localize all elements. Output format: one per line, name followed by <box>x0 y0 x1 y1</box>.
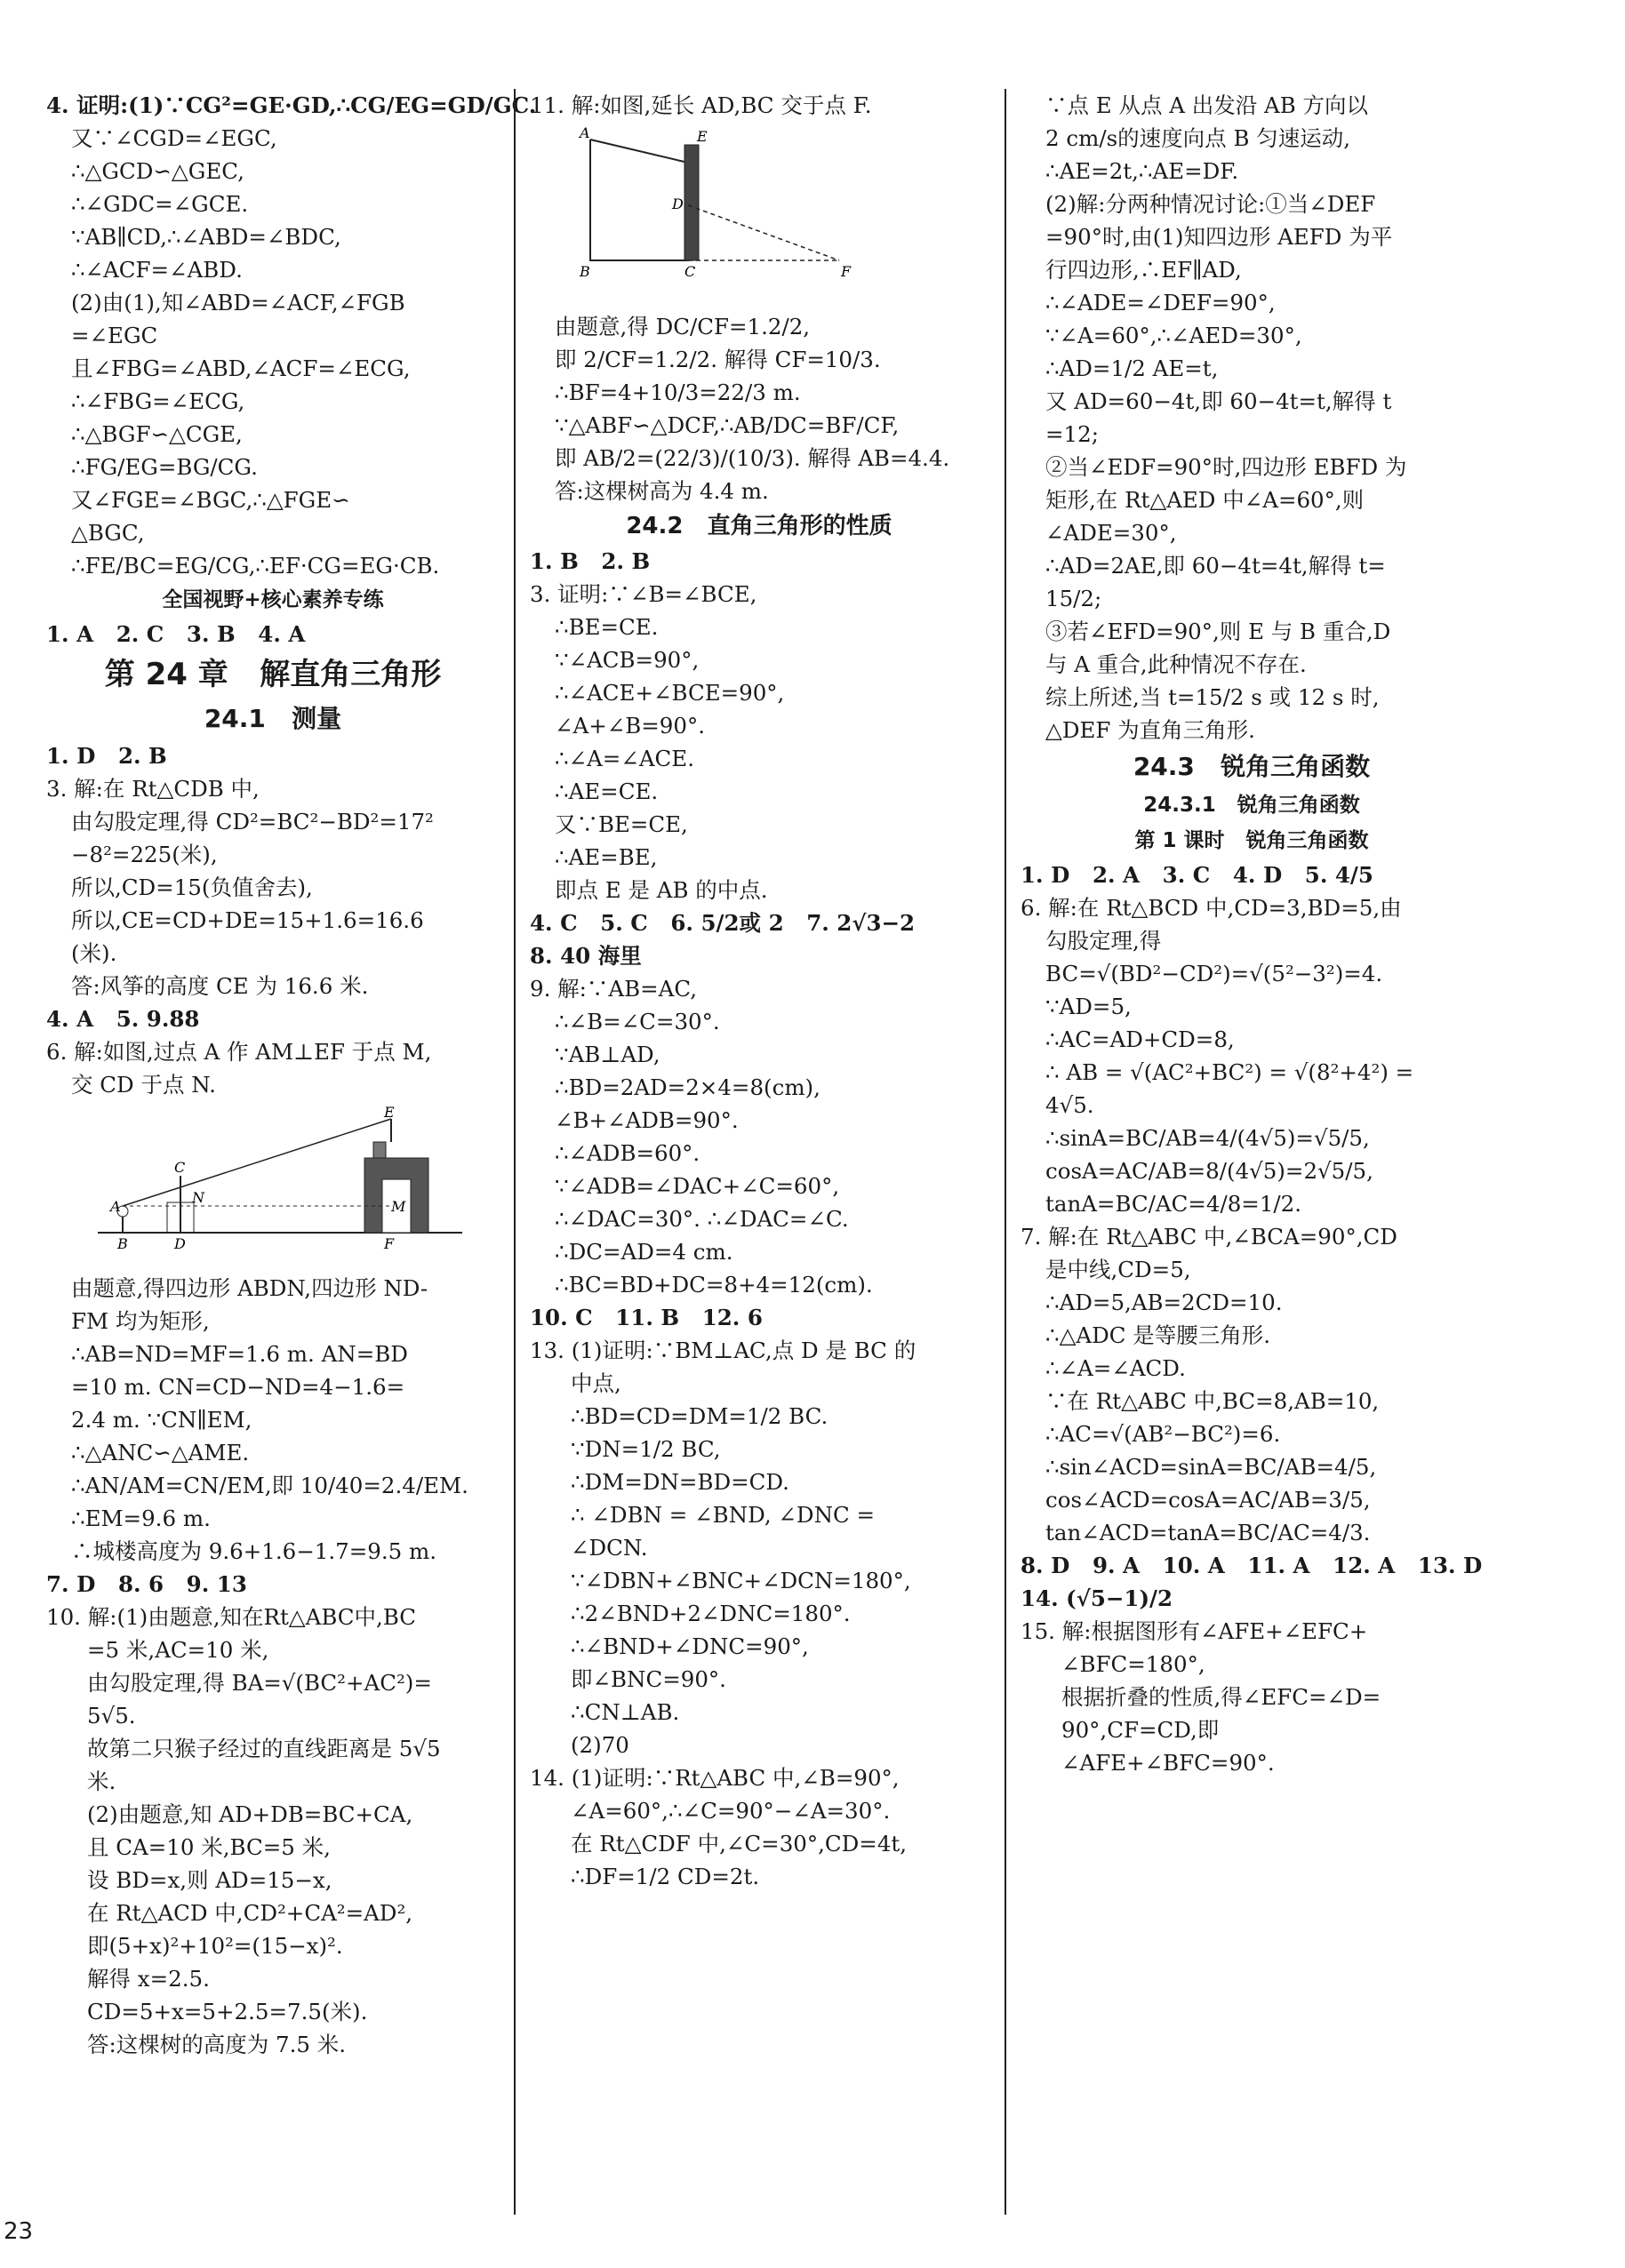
answer-line: 90°,CF=CD,即 <box>1061 1717 1220 1743</box>
answer-line: ∴∠A=∠ACE. <box>555 746 694 771</box>
answer-line: 14. (1)证明:∵Rt△ABC 中,∠B=90°, <box>530 1765 900 1791</box>
answer-line: 1. B 2. B <box>530 548 651 574</box>
answer-line: ∴∠BND+∠DNC=90°, <box>571 1633 809 1659</box>
answer-line: 3. 解:在 Rt△CDB 中, <box>46 776 260 802</box>
answer-line: ∵∠A=60°,∴∠AED=30°, <box>1045 323 1302 348</box>
answer-line: ∴AC=√(AB²−BC²)=6. <box>1045 1421 1281 1447</box>
answer-line: 即 2/CF=1.2/2. 解得 CF=10/3. <box>555 347 881 372</box>
answer-line: ∵点 E 从点 A 出发沿 AB 方向以 <box>1045 92 1369 118</box>
answer-line: ∵AB⊥AD, <box>555 1042 660 1067</box>
answer-line: ∠BFC=180°, <box>1061 1651 1205 1677</box>
answer-line: ∴AE=2t,∴AE=DF. <box>1045 158 1239 184</box>
answer-line: ∴AD=2AE,即 60−4t=4t,解得 t= <box>1045 553 1386 579</box>
figure-label-e: E <box>384 1106 395 1121</box>
answer-line: tanA=BC/AC=4/8=1/2. <box>1045 1191 1302 1217</box>
answer-line: 由勾股定理,得 BA=√(BC²+AC²)= <box>87 1670 432 1696</box>
answer-line: 5√5. <box>87 1703 136 1729</box>
answer-line: (2)由(1),知∠ABD=∠ACF,∠FGB <box>71 290 405 315</box>
answer-line: 15. 解:根据图形有∠AFE+∠EFC+ <box>1021 1618 1368 1644</box>
answer-line: 设 BD=x,则 AD=15−x, <box>87 1867 332 1893</box>
answer-line: 矩形,在 Rt△AED 中∠A=60°,则 <box>1045 487 1365 513</box>
answer-line: ∠B+∠ADB=90°. <box>555 1107 739 1133</box>
answer-line: 11. 解:如图,延长 AD,BC 交于点 F. <box>530 92 872 118</box>
answer-line: =10 m. CN=CD−ND=4−1.6= <box>71 1374 405 1400</box>
answer-line: 在 Rt△CDF 中,∠C=30°,CD=4t, <box>571 1831 908 1857</box>
answer-line: ∴BF=4+10/3=22/3 m. <box>555 379 801 405</box>
column-middle <box>530 89 989 2232</box>
answer-line: 9. 解:∵AB=AC, <box>530 976 697 1002</box>
answer-line: ∴△ANC∽△AME. <box>71 1440 250 1465</box>
figure-label-f: F <box>384 1235 395 1252</box>
answer-line: ∴△BGF∽△CGE, <box>71 421 243 447</box>
figure-label-m: M <box>391 1198 406 1215</box>
answer-line: ∴∠ADE=∠DEF=90°, <box>1045 290 1276 315</box>
answer-line: 即 AB/2=(22/3)/(10/3). 解得 AB=4.4. <box>555 445 950 471</box>
answer-line: ∴AE=BE, <box>555 844 658 870</box>
answer-line: ∴∠DAC=30°. ∴∠DAC=∠C. <box>555 1206 849 1232</box>
answer-line: 答:风筝的高度 CE 为 16.6 米. <box>71 973 369 999</box>
answer-line: 1. D 2. A 3. C 4. D 5. 4/5 <box>1021 862 1373 888</box>
answer-line: 8. 40 海里 <box>530 943 642 969</box>
answer-line: ∴EM=9.6 m. <box>71 1505 211 1531</box>
answer-line: ∴AD=5,AB=2CD=10. <box>1045 1290 1283 1315</box>
answer-line: ∴∠GDC=∠GCE. <box>71 191 249 217</box>
answer-line: ∠AFE+∠BFC=90°. <box>1061 1750 1275 1776</box>
answer-line: ∵∠ACB=90°, <box>555 647 700 673</box>
answer-line: ∴sinA=BC/AB=4/(4√5)=√5/5, <box>1045 1125 1370 1151</box>
answer-line: ∴城楼高度为 9.6+1.6−1.7=9.5 m. <box>71 1538 437 1564</box>
answer-line: ∠A=60°,∴∠C=90°−∠A=30°. <box>571 1798 891 1824</box>
answer-line: ∵AB∥CD,∴∠ABD=∠BDC, <box>71 224 341 250</box>
answer-line: =∠EGC <box>71 323 158 348</box>
answer-line: ∴△ADC 是等腰三角形. <box>1045 1322 1271 1348</box>
answer-line: =5 米,AC=10 米, <box>87 1637 269 1663</box>
answer-line: 交 CD 于点 N. <box>71 1072 216 1098</box>
answer-line: 8. D 9. A 10. A 11. A 12. A 13. D <box>1021 1553 1483 1578</box>
section-heading: 24.1 测量 <box>204 704 342 733</box>
answer-line: ∴FG/EG=BG/CG. <box>71 454 258 480</box>
answer-line: ∴AD=1/2 AE=t, <box>1045 355 1219 381</box>
answer-line: 即∠BNC=90°. <box>571 1666 726 1692</box>
answer-line: (米). <box>71 940 117 966</box>
answer-line: ∴BC=BD+DC=8+4=12(cm). <box>555 1272 873 1298</box>
figure-label-e: E <box>697 128 708 145</box>
answer-line: △DEF 为直角三角形. <box>1045 717 1255 743</box>
answer-line: ∴AB=ND=MF=1.6 m. AN=BD <box>71 1341 408 1367</box>
figure-label-b: B <box>580 263 590 280</box>
answer-line: 解得 x=2.5. <box>87 1966 210 1992</box>
answer-line: CD=5+x=5+2.5=7.5(米). <box>87 1999 368 2024</box>
answer-line: tan∠ACD=tanA=BC/AC=4/3. <box>1045 1520 1371 1545</box>
answer-line: 4√5. <box>1045 1092 1094 1118</box>
answer-line: 1. D 2. B <box>46 743 167 769</box>
answer-line: 行四边形,∴EF∥AD, <box>1045 257 1242 283</box>
figure-label-c: C <box>684 263 696 280</box>
answer-line: 综上所述,当 t=15/2 s 或 12 s 时, <box>1045 684 1380 710</box>
section-heading: 第 24 章 解直角三角形 <box>104 657 442 692</box>
section-heading: 全国视野+核心素养专练 <box>162 588 384 611</box>
answer-line: ∴2∠BND+2∠DNC=180°. <box>571 1601 851 1626</box>
answer-line: =12; <box>1045 421 1099 447</box>
answer-line: ∴DF=1/2 CD=2t. <box>571 1864 760 1889</box>
answer-line: ∠DCN. <box>571 1535 648 1561</box>
answer-line: ∴FE/BC=EG/CG,∴EF·CG=EG·CB. <box>71 553 440 579</box>
answer-line: (2)70 <box>571 1732 629 1758</box>
answer-line: ∵DN=1/2 BC, <box>571 1436 721 1462</box>
answer-line: ∴ ∠DBN = ∠BND, ∠DNC = <box>571 1502 876 1528</box>
answer-line: 4. C 5. C 6. 5/2或 2 7. 2√3−2 <box>530 910 916 936</box>
answer-line: ∴sin∠ACD=sinA=BC/AB=4/5, <box>1045 1454 1377 1480</box>
answer-line: 所以,CD=15(负值舍去), <box>71 874 313 900</box>
answer-line: 又∵∠CGD=∠EGC, <box>71 125 277 151</box>
figure-label-a: A <box>580 127 590 141</box>
answer-line: 1. A 2. C 3. B 4. A <box>46 621 306 647</box>
answer-line: 2.4 m. ∵CN∥EM, <box>71 1407 252 1433</box>
column-divider <box>1005 89 1006 2215</box>
column-divider <box>514 89 516 2215</box>
answer-line: ∵△ABF∽△DCF,∴AB/DC=BF/CF, <box>555 412 900 438</box>
answer-line: cosA=AC/AB=8/(4√5)=2√5/5, <box>1045 1158 1373 1184</box>
figure-label-c: C <box>174 1159 186 1176</box>
answer-line: ∴BD=CD=DM=1/2 BC. <box>571 1403 829 1429</box>
answer-line: 即(5+x)²+10²=(15−x)². <box>87 1933 343 1959</box>
answer-line: 由勾股定理,得 CD²=BC²−BD²=17² <box>71 809 434 835</box>
answer-line: BC=√(BD²−CD²)=√(5²−3²)=4. <box>1045 961 1383 986</box>
answer-line: ∴∠ACE+∠BCE=90°, <box>555 680 785 706</box>
answer-line: 是中线,CD=5, <box>1045 1257 1191 1282</box>
answer-line: 所以,CE=CD+DE=15+1.6=16.6 <box>71 907 424 933</box>
answer-line: ∴∠B=∠C=30°. <box>555 1009 720 1034</box>
answer-line: ∴∠ACF=∠ABD. <box>71 257 243 283</box>
answer-line: ∴DC=AD=4 cm. <box>555 1239 733 1265</box>
answer-line: 6. 解:如图,过点 A 作 AM⊥EF 于点 M, <box>46 1039 432 1065</box>
answer-line: 勾股定理,得 <box>1045 928 1162 954</box>
answer-line: 4. 证明:(1)∵CG²=GE·GD,∴CG/EG=GD/GC. <box>46 92 537 118</box>
answer-line: ③若∠EFD=90°,则 E 与 B 重合,D <box>1045 619 1391 644</box>
castle-figure <box>71 1106 480 1258</box>
answer-line: 即点 E 是 AB 的中点. <box>555 877 768 903</box>
answer-line: 由题意,得 DC/CF=1.2/2, <box>555 314 811 339</box>
answer-line: ∵在 Rt△ABC 中,BC=8,AB=10, <box>1045 1388 1380 1414</box>
answer-line: 根据折叠的性质,得∠EFC=∠D= <box>1061 1684 1381 1710</box>
answer-line: 10. 解:(1)由题意,知在Rt△ABC中,BC <box>46 1604 417 1630</box>
answer-line: 米. <box>87 1769 116 1794</box>
section-heading: 24.3 锐角三角函数 <box>1133 752 1371 781</box>
answer-line: 4. A 5. 9.88 <box>46 1006 200 1032</box>
answer-line: ∴∠ADB=60°. <box>555 1140 700 1166</box>
castle-figure-wrap <box>46 1106 500 1266</box>
answer-line: ∴AE=CE. <box>555 779 659 804</box>
answer-line: 7. 解:在 Rt△ABC 中,∠BCA=90°,CD <box>1021 1224 1397 1250</box>
column-right <box>1021 89 1483 2232</box>
answer-line: 中点, <box>571 1370 621 1396</box>
answer-line: 7. D 8. 6 9. 13 <box>46 1571 247 1597</box>
answer-line: ∵∠ADB=∠DAC+∠C=60°, <box>555 1173 840 1199</box>
answer-line: 6. 解:在 Rt△BCD 中,CD=3,BD=5,由 <box>1021 895 1402 921</box>
answer-line: ②当∠EDF=90°时,四边形 EBFD 为 <box>1045 454 1407 480</box>
section-heading: 24.3.1 锐角三角函数 <box>1143 794 1360 817</box>
answer-line: 14. (√5−1)/2 <box>1021 1585 1173 1611</box>
answer-line: ∴AN/AM=CN/EM,即 10/40=2.4/EM. <box>71 1473 468 1498</box>
answer-line: 15/2; <box>1045 586 1102 611</box>
section-heading: 24.2 直角三角形的性质 <box>626 513 893 539</box>
tree-shadow-figure <box>555 127 857 296</box>
answer-line: ∴ AB = √(AC²+BC²) = √(8²+4²) = <box>1045 1059 1414 1085</box>
figure-label-n: N <box>192 1189 204 1206</box>
answer-line: 在 Rt△ACD 中,CD²+CA²=AD², <box>87 1900 413 1926</box>
answer-line: 且 CA=10 米,BC=5 米, <box>87 1834 331 1860</box>
answer-line: ∴∠A=∠ACD. <box>1045 1355 1186 1381</box>
answer-line: 10. C 11. B 12. 6 <box>530 1305 763 1330</box>
answer-line: 又 AD=60−4t,即 60−4t=t,解得 t <box>1045 388 1392 414</box>
column-left <box>46 89 537 2232</box>
figure-label-d: D <box>672 196 684 212</box>
answer-line: ∵AD=5, <box>1045 994 1132 1019</box>
answer-line: 由题意,得四边形 ABDN,四边形 ND- <box>71 1275 428 1301</box>
answer-line: 2 cm/s的速度向点 B 匀速运动, <box>1045 125 1351 151</box>
answer-line: cos∠ACD=cosA=AC/AB=3/5, <box>1045 1487 1371 1513</box>
answer-line: 且∠FBG=∠ABD,∠ACF=∠ECG, <box>71 355 411 381</box>
figure-label-a: A <box>110 1198 121 1215</box>
answer-line: ∴BE=CE. <box>555 614 659 640</box>
answer-line: FM 均为矩形, <box>71 1308 210 1334</box>
answer-line: ∵∠DBN+∠BNC+∠DCN=180°, <box>571 1568 911 1593</box>
answer-line: 答:这棵树的高度为 7.5 米. <box>87 2032 347 2057</box>
figure-label-d: D <box>174 1235 186 1252</box>
answer-line: ∴△GCD∽△GEC, <box>71 158 244 184</box>
answer-line: 又∵BE=CE, <box>555 811 688 837</box>
answer-line: (2)由题意,知 AD+DB=BC+CA, <box>87 1801 413 1827</box>
answer-line: 3. 证明:∵∠B=∠BCE, <box>530 581 757 607</box>
answer-line: ∴AC=AD+CD=8, <box>1045 1026 1235 1052</box>
answer-line: 又∠FGE=∠BGC,∴△FGE∽ <box>71 487 350 513</box>
answer-line: 故第二只猴子经过的直线距离是 5√5 <box>87 1736 441 1761</box>
answer-line: (2)解:分两种情况讨论:①当∠DEF <box>1045 191 1376 217</box>
figure-label-b: B <box>117 1235 128 1252</box>
answer-line: −8²=225(米), <box>71 842 218 867</box>
answer-line: ∴DM=DN=BD=CD. <box>571 1469 789 1495</box>
answer-line: ∴∠FBG=∠ECG, <box>71 388 245 414</box>
answer-line: △BGC, <box>71 520 145 546</box>
answer-line: 答:这棵树高为 4.4 m. <box>555 478 769 504</box>
answer-line: 与 A 重合,此种情况不存在. <box>1045 651 1307 677</box>
answer-line: ∠ADE=30°, <box>1045 520 1177 546</box>
figure-label-f: F <box>841 263 852 280</box>
tree-figure-wrap <box>530 127 989 305</box>
page-number: 23 <box>4 2218 34 2245</box>
answer-line: =90°时,由(1)知四边形 AEFD 为平 <box>1045 224 1393 250</box>
section-heading: 第 1 课时 锐角三角函数 <box>1134 829 1369 852</box>
answer-line: ∠A+∠B=90°. <box>555 713 706 739</box>
answer-line: ∴CN⊥AB. <box>571 1699 680 1725</box>
answer-line: ∴BD=2AD=2×4=8(cm), <box>555 1074 821 1100</box>
answer-line: 13. (1)证明:∵BM⊥AC,点 D 是 BC 的 <box>530 1338 917 1363</box>
